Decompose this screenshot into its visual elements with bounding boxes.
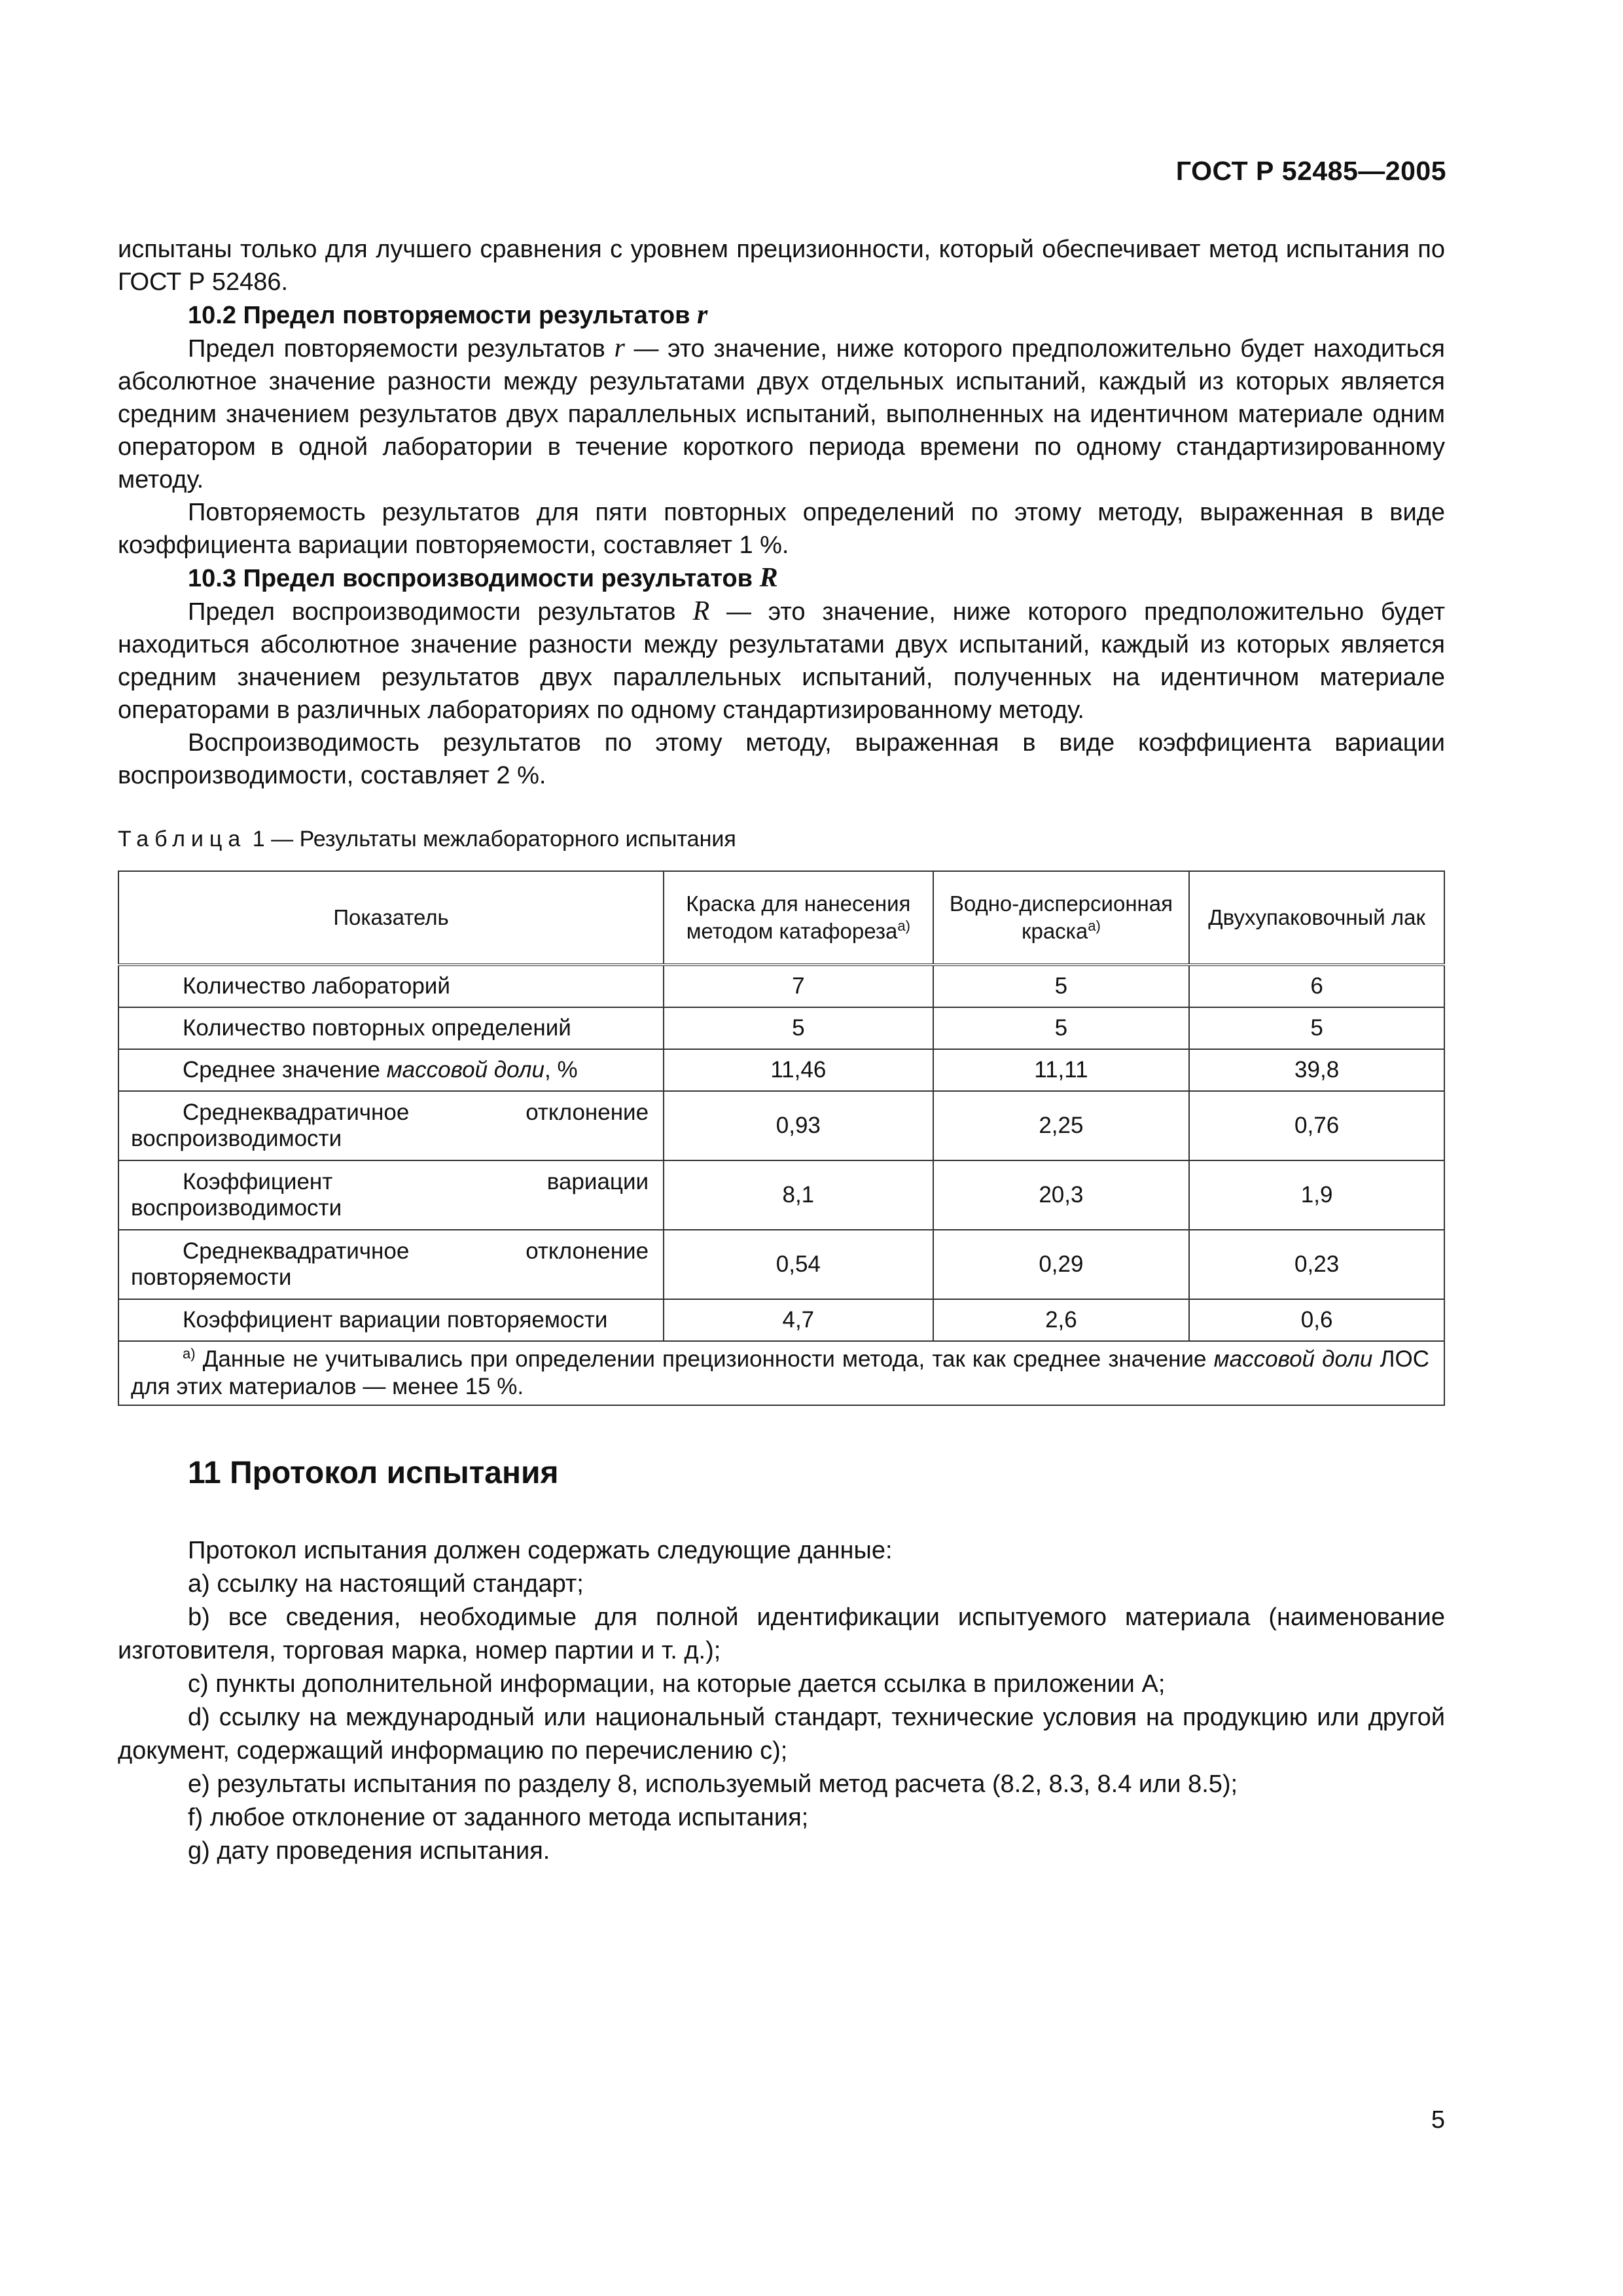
list-item: f) любое отклонение от заданного метода испытания; xyxy=(188,1804,809,1831)
header-indicator: Показатель xyxy=(118,871,664,965)
table-footnote-row xyxy=(118,1341,1444,1405)
table-row: Коэффициент вариации повторяемости 4,7 2,6 0,6 xyxy=(118,1299,1444,1341)
protocol-intro: Протокол испытания должен содержать следующие данные: xyxy=(188,1537,893,1564)
heading-10-2: 10.2 Предел повторяемости результатов r xyxy=(188,300,708,330)
document-id: ГОСТ Р 52485—2005 xyxy=(1175,156,1446,186)
list-item: g) дату проведения испытания. xyxy=(188,1837,550,1865)
protocol-list xyxy=(118,1534,1445,1868)
header-cataphoresis-paint: Краска для нанесения методом катафореза$^{а)}$ xyxy=(664,871,933,965)
table-caption: Таблица 1 — Результаты межлабораторного испытания xyxy=(118,827,736,852)
table-row: Количество лабораторий 7 5 6 xyxy=(118,965,1444,1007)
list-item: d) ссылку на международный или национальный стандарт, технические условия на продукцию или другой документ, содержащий информацию по перечислению с); xyxy=(118,1704,1445,1765)
table-header-row xyxy=(118,871,1444,965)
header-two-pack-varnish: Двухупаковочный лак xyxy=(1189,871,1444,965)
list-item: е) результаты испытания по разделу 8, используемый метод расчета (8.2, 8.3, 8.4 или 8.5); xyxy=(188,1770,1238,1798)
continuation-paragraph: испытаны только для лучшего сравнения с уровнем прецизионности, который обеспечивает метод испытания по ГОСТ Р 52486. xyxy=(118,236,1445,296)
heading-10-3: 10.3 Предел воспроизводимости результатов R xyxy=(188,563,778,593)
table-row: Количество повторных определений 5 5 5 xyxy=(118,1007,1444,1049)
page-number: 5 xyxy=(1431,2106,1445,2134)
list-item: а) ссылку на настоящий стандарт; xyxy=(188,1570,584,1598)
paragraph-10-3-definition: Предел воспроизводимости результатов R — это значение, ниже которого предположительно будет находиться абсолютное значение разности между результатами двух испытаний, каждый из которых является средним значением результатов двух параллельных испытаний, полученных на идентичном материале операторами в различных лабораториях по одному стандартизированному методу. xyxy=(118,596,1445,724)
table-row: Коэффициент вариации воспроизводимости 8,1 20,3 1,9 xyxy=(118,1160,1444,1230)
heading-section-11: 11 Протокол испытания xyxy=(188,1456,559,1490)
table-row: Среднеквадратичное отклонение повторяемости 0,54 0,29 0,23 xyxy=(118,1230,1444,1299)
table-row: Среднеквадратичное отклонение воспроизводимости 0,93 2,25 0,76 xyxy=(118,1091,1444,1160)
list-item: b) все сведения, необходимые для полной идентификации испытуемого материала (наименование изготовителя, торговая марка, номер партии и т. д.); xyxy=(118,1604,1445,1664)
list-item: с) пункты дополнительной информации, на которые дается ссылка в приложении А; xyxy=(188,1670,1166,1698)
main-text xyxy=(118,233,1445,792)
header-water-dispersion-paint: Водно-дисперсионная краска$^{а)}$ xyxy=(933,871,1190,965)
paragraph-10-2-definition: Предел повторяемости результатов r — это значение, ниже которого предположительно будет находиться абсолютное значение разности между результатами двух отдельных испытаний, каждый из которых является средним значением результатов двух параллельных испытаний, выполненных на идентичном материале одним оператором в одной лаборатории в течение короткого периода времени по одному стандартизированному методу. xyxy=(118,333,1446,493)
table-footnote: $^{а)}$ Данные не учитывались при определении прецизионности метода, так как среднее значение массовой доли ЛОС для этих материалов — менее 15 %. xyxy=(118,1341,1444,1405)
table-row: Среднее значение массовой доли, % 11,46 11,11 39,8 xyxy=(118,1049,1444,1091)
results-table xyxy=(118,870,1445,1406)
paragraph-10-3-reproducibility: Воспроизводимость результатов по этому методу, выраженная в виде коэффициента вариации воспроизводимости, составляет 2 %. xyxy=(118,729,1445,789)
paragraph-10-2-repeatability: Повторяемость результатов для пяти повторных определений по этому методу, выраженная в виде коэффициента вариации повторяемости, составляет 1 %. xyxy=(118,499,1445,559)
